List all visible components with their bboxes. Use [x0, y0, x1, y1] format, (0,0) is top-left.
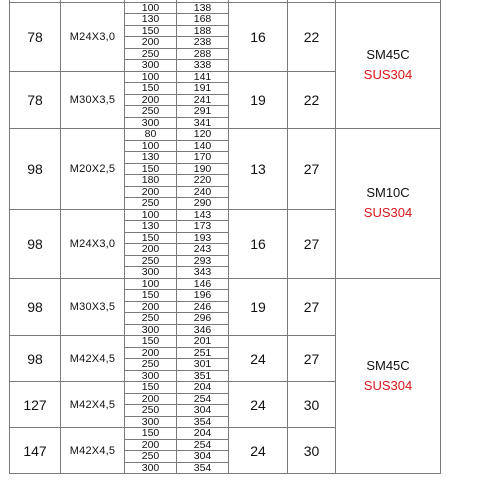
cell-total: 338: [177, 60, 229, 72]
cell-total: 141: [177, 71, 229, 83]
cell-length: 200: [125, 186, 177, 198]
cell-total: 173: [177, 221, 229, 233]
cell-total: 354: [177, 462, 229, 474]
cell-a: 98: [10, 129, 61, 210]
cell-total: 204: [177, 382, 229, 394]
cell-length: 200: [125, 94, 177, 106]
cell-total: 168: [177, 14, 229, 26]
cell-length: 300: [125, 324, 177, 336]
cell-total: 120: [177, 129, 229, 141]
cell-total: 140: [177, 140, 229, 152]
cell-length: 150: [125, 336, 177, 348]
cell-total: 241: [177, 94, 229, 106]
cell-length: 200: [125, 37, 177, 49]
cell-length: 300: [125, 462, 177, 474]
cell-a: 98: [10, 278, 61, 336]
material-steel-label: SM45C: [366, 357, 410, 373]
cell-c: 13: [229, 129, 288, 210]
cell-total: 254: [177, 439, 229, 451]
cell-material: [336, 2, 441, 129]
cell-length: 150: [125, 25, 177, 37]
cell-length: 150: [125, 232, 177, 244]
cell-d: 27: [288, 209, 336, 278]
cell-total: 204: [177, 428, 229, 440]
cell-total: 351: [177, 370, 229, 382]
cell-total: 138: [177, 2, 229, 14]
cell-length: 250: [125, 198, 177, 210]
cell-length: 150: [125, 163, 177, 175]
cell-total: 170: [177, 152, 229, 164]
cell-total: 304: [177, 451, 229, 463]
cell-length: 250: [125, 359, 177, 371]
cell-length: 250: [125, 451, 177, 463]
cell-total: 143: [177, 209, 229, 221]
cell-d: 22: [288, 2, 336, 71]
table-row: [10, 278, 441, 290]
cell-length: 300: [125, 267, 177, 279]
cell-length: 100: [125, 2, 177, 14]
cell-length: 100: [125, 71, 177, 83]
cell-total: 190: [177, 163, 229, 175]
cell-c: 19: [229, 71, 288, 129]
cell-length: 250: [125, 48, 177, 60]
cell-d: 22: [288, 71, 336, 129]
cell-length: 200: [125, 301, 177, 313]
cell-total: 290: [177, 198, 229, 210]
cell-length: 300: [125, 416, 177, 428]
table-row: [10, 129, 441, 141]
cell-c: 24: [229, 336, 288, 382]
cell-total: 296: [177, 313, 229, 325]
cell-thread: M24X3,0: [61, 209, 125, 278]
cell-total: 293: [177, 255, 229, 267]
table-row: [10, 2, 441, 14]
cell-length: 150: [125, 428, 177, 440]
cell-a: 147: [10, 428, 61, 474]
cell-thread: M42X4,5: [61, 336, 125, 382]
cell-total: 201: [177, 336, 229, 348]
cell-length: 250: [125, 106, 177, 118]
cell-length: 300: [125, 60, 177, 72]
cell-total: 238: [177, 37, 229, 49]
material-steel-label: SM45C: [366, 47, 410, 63]
cell-total: 251: [177, 347, 229, 359]
cell-material: [336, 129, 441, 279]
cell-length: 200: [125, 439, 177, 451]
cell-total: 304: [177, 405, 229, 417]
cell-total: 354: [177, 416, 229, 428]
material-steel-label: SM10C: [366, 185, 410, 201]
cell-length: 100: [125, 140, 177, 152]
material-stainless-label: SUS304: [363, 67, 413, 83]
cell-a: 78: [10, 71, 61, 129]
cell-total: 343: [177, 267, 229, 279]
cell-length: 150: [125, 290, 177, 302]
cell-length: 200: [125, 347, 177, 359]
cell-a: 127: [10, 382, 61, 428]
cell-length: 250: [125, 405, 177, 417]
cell-length: 130: [125, 14, 177, 26]
cell-total: 301: [177, 359, 229, 371]
cell-total: 288: [177, 48, 229, 60]
cell-total: 246: [177, 301, 229, 313]
cell-length: 300: [125, 117, 177, 129]
cell-length: 130: [125, 221, 177, 233]
spec-table: [9, 0, 441, 474]
cell-total: 291: [177, 106, 229, 118]
cell-length: 250: [125, 313, 177, 325]
cell-total: 196: [177, 290, 229, 302]
cell-total: 188: [177, 25, 229, 37]
cell-c: 16: [229, 2, 288, 71]
cell-total: 146: [177, 278, 229, 290]
cell-thread: M30X3,5: [61, 71, 125, 129]
cell-a: 98: [10, 336, 61, 382]
cell-length: 200: [125, 393, 177, 405]
cell-a: 98: [10, 209, 61, 278]
cell-thread: M42X4,5: [61, 382, 125, 428]
material-stainless-label: SUS304: [363, 205, 413, 221]
cell-c: 19: [229, 278, 288, 336]
spec-table-body: [10, 0, 441, 474]
cell-length: 100: [125, 209, 177, 221]
cell-length: 150: [125, 83, 177, 95]
cell-total: 254: [177, 393, 229, 405]
cell-length: 150: [125, 382, 177, 394]
cell-d: 27: [288, 278, 336, 336]
cell-length: 80: [125, 129, 177, 141]
cell-thread: M42X4,5: [61, 428, 125, 474]
cell-length: 100: [125, 278, 177, 290]
cell-thread: M20X2,5: [61, 129, 125, 210]
material-stainless-label: SUS304: [363, 377, 413, 393]
cell-c: 24: [229, 382, 288, 428]
cell-thread: M24X3,0: [61, 2, 125, 71]
cell-total: 193: [177, 232, 229, 244]
cell-c: 24: [229, 428, 288, 474]
cell-length: 130: [125, 152, 177, 164]
cell-total: 341: [177, 117, 229, 129]
cell-length: 250: [125, 255, 177, 267]
cell-length: 180: [125, 175, 177, 187]
cell-material: [336, 278, 441, 474]
cell-d: 30: [288, 382, 336, 428]
cell-length: 300: [125, 370, 177, 382]
cell-length: 200: [125, 244, 177, 256]
cell-total: 240: [177, 186, 229, 198]
cell-total: 220: [177, 175, 229, 187]
cell-total: 243: [177, 244, 229, 256]
cell-d: 27: [288, 129, 336, 210]
cell-d: 30: [288, 428, 336, 474]
cell-total: 346: [177, 324, 229, 336]
cell-thread: M30X3,5: [61, 278, 125, 336]
cell-c: 16: [229, 209, 288, 278]
cell-d: 27: [288, 336, 336, 382]
cell-a: 78: [10, 2, 61, 71]
cell-total: 191: [177, 83, 229, 95]
